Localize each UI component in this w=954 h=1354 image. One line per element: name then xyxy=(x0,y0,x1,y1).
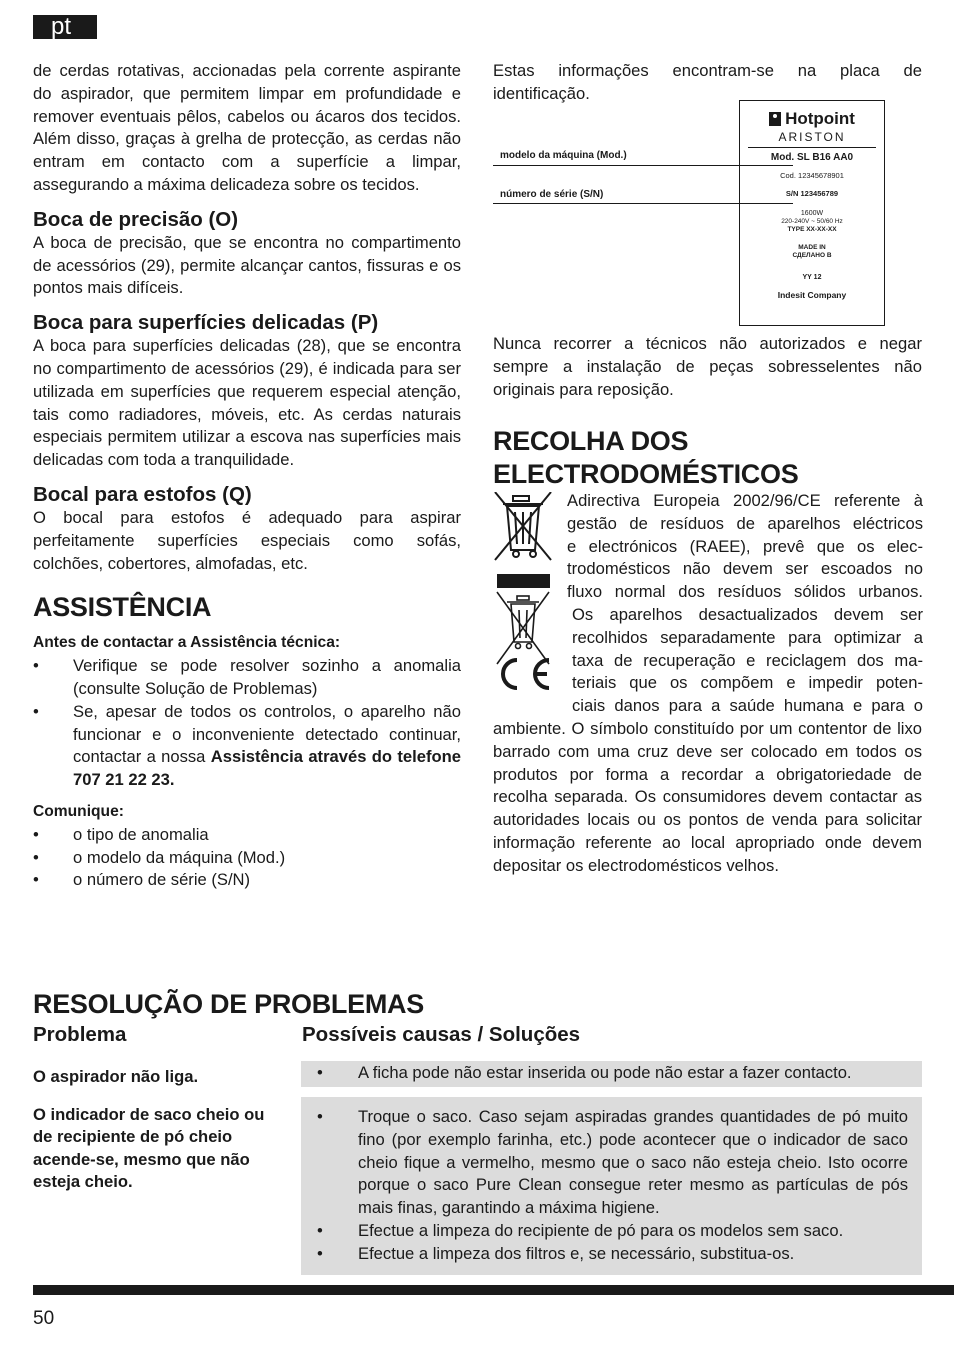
recolha-line: Os aparelhos desactualizados devem ser xyxy=(572,604,923,624)
problem-text: O aspirador não liga. xyxy=(33,1067,199,1086)
recolha-title-line2: ELECTRODOMÉSTICOS xyxy=(493,459,799,489)
assistance-item xyxy=(33,701,461,792)
assistance-item-text: Se, apesar de todos os controlos, o aparelho não funcionar e o inconveniente detectado continuar, contactar a nossa xyxy=(73,701,461,767)
solution-item: • Troque o saco. Caso sejam aspiradas grandes quantidades de pó muito fino (por exemplo farinha, etc.) pode acontecer que o indicador de saco cheio fique a vermelho, mesmo que o saco não esteja cheio. Isto ocorre porque o saco Pure Clean consegue reter mesmo as partículas de pós mais finas, garantindo a máxima higiene. xyxy=(301,1106,922,1220)
delicate-nozzle-text: A boca para superfícies delicadas (28), que se encontra no compartimento de acessórios (29), é indicada para ser utilizada em superfícies que requerem especial atenção, tais como radiadores, móveis, etc. As cerdas naturais especiais permitem utilizar a escova nas superfícies mais delicadas com toda a tranquilidade. xyxy=(33,336,461,470)
recolha-line: recolhidos separadamente para optimizar a xyxy=(572,627,923,647)
assistance-lead: Antes de contactar a Assistência técnica: xyxy=(33,634,341,652)
solution-list xyxy=(301,1062,922,1085)
plate-serial: S/N 123456789 xyxy=(785,189,839,198)
assistance-list xyxy=(33,655,461,792)
recolha-line: ciais danos para a saúde humana e para o xyxy=(572,696,923,716)
communicate-list xyxy=(33,824,461,892)
plate-label-serial: número de série (S/N) xyxy=(500,189,604,200)
recolha-title-line1: RECOLHA DOS xyxy=(493,426,689,456)
assistance-item xyxy=(33,655,461,701)
left-column xyxy=(33,60,461,892)
ce-mark-icon xyxy=(503,660,549,688)
troubleshooting-col-solutions: Possíveis causas / Soluções xyxy=(302,1023,581,1046)
problem-text: O indicador de saco cheio ou de recipiente de pó cheio acende-se, mesmo que não esteja cheio. xyxy=(33,1105,265,1192)
plate-power: 1600W xyxy=(800,210,824,217)
recolha-line: trodomésticos não devem ser escoados no xyxy=(567,559,923,579)
plate-company: Indesit Company xyxy=(777,290,847,300)
plate-type: TYPE XX-XX-XX xyxy=(787,226,837,233)
recolha-wrapped-lines xyxy=(567,490,923,718)
solution-item: • Efectue a limpeza dos filtros e, se necessário, substitua-os. xyxy=(301,1243,922,1266)
language-tab: pt xyxy=(33,15,97,39)
precision-nozzle-text: A boca de precisão, que se encontra no compartimento de acessórios (29), permite alcançar cantos, fissuras e os pontos mais difíceis. xyxy=(33,232,461,298)
solution-item: • Efectue a limpeza do recipiente de pó para os modelos sem saco. xyxy=(301,1220,922,1243)
plate-made-in-ru: СДЕЛАНО В xyxy=(792,252,832,259)
crossed-bin-icon xyxy=(495,492,551,560)
plate-made-in: MADE IN xyxy=(798,244,826,251)
recolha-line: teriais que os compõem e impedir poten- xyxy=(572,673,923,693)
solution-row xyxy=(301,1061,922,1087)
plate-brand-hotpoint: Hotpoint xyxy=(785,109,855,128)
communicate-item: • o tipo de anomalia xyxy=(33,824,461,847)
hotpoint-logo-icon xyxy=(769,112,781,126)
page-number: 50 xyxy=(33,1308,55,1329)
recolha-line: fluxo normal dos resíduos sólidos urbanos. xyxy=(567,582,923,602)
recolha-rest: ambiente. O símbolo constituído por um contentor de lixo barrado com uma cruz deve ser colocado em todos os produtos por forma a recordar a obrigatoriedade de recolha separada. Os consumidores devem contactar as autoridades locais ou os pontos de venda para solicitar informação referente ao local apropriado onde devem depositar os electrodomésticos velhos. xyxy=(493,719,922,875)
recolha-line: Adirectiva Europeia 2002/96/CE referente à xyxy=(567,491,923,510)
identification-info: Estas informações encontram-se na placa de identificação. xyxy=(493,61,922,103)
section-title-delicate-nozzle: Boca para superfícies delicadas (P) xyxy=(33,311,379,335)
solution-list xyxy=(301,1106,922,1266)
plate-divider xyxy=(748,147,876,148)
crossed-bin-small-icon xyxy=(497,592,549,664)
plate-voltage: 220-240V ~ 50/60 Hz xyxy=(781,218,843,225)
recolha-line: gestão de resíduos de aparelhos eléctricos xyxy=(567,513,923,533)
troubleshooting-col-problem: Problema xyxy=(33,1023,127,1046)
plate-label-model: modelo da máquina (Mod.) xyxy=(500,150,627,161)
communicate-item: • o modelo da máquina (Mod.) xyxy=(33,847,461,870)
assistance-phone: Assistência através do telefone 707 21 22 23. xyxy=(73,747,461,790)
communicate-lead: Comunique: xyxy=(33,802,124,820)
intro-paragraph: de cerdas rotativas, accionadas pela corrente aspirante do aspirador, que permitem limpar em profundidade e remover eventuais pêlos, cabelos ou ácaros dos tecidos. Além disso, graças à grelha de protecção, as cerdas não entram em contacto com a superfície a limpar, assegurando a máxima delicadeza sobre os tecidos. xyxy=(33,61,461,194)
recolha-line: taxa de recuperação e reciclagem dos ma- xyxy=(572,650,923,670)
troubleshooting-title: RESOLUÇÃO DE PROBLEMAS xyxy=(33,989,424,1019)
plate-brand-row xyxy=(740,109,884,129)
assistance-item-text: Verifique se pode resolver sozinho a anomalia (consulte Solução de Problemas) xyxy=(73,656,461,698)
plate-model: Mod. SL B16 AA0 xyxy=(770,152,854,163)
assistance-title: ASSISTÊNCIA xyxy=(33,592,212,623)
recolha-line: e electrónicos (RAEE), prevê que os elec- xyxy=(567,536,923,556)
section-title-precision-nozzle: Boca de precisão (O) xyxy=(33,207,239,231)
communicate-item: • o número de série (S/N) xyxy=(33,869,461,892)
plate-yy: YY 12 xyxy=(802,274,822,281)
weee-ce-icons xyxy=(493,492,555,692)
plate-brand-ariston: ARISTON xyxy=(778,130,846,144)
rating-plate xyxy=(739,100,885,326)
weee-black-bar-icon xyxy=(497,574,550,588)
footer-bar xyxy=(33,1285,954,1295)
section-title-upholstery-nozzle: Bocal para estofos (Q) xyxy=(33,482,252,506)
unauthorised-warning: Nunca recorrer a técnicos não autorizados e negar sempre a instalação de peças sobresselentes não originais para reposição. xyxy=(493,334,922,399)
plate-cod: Cod. 12345678901 xyxy=(780,171,844,180)
solution-item: • A ficha pode não estar inserida ou pode não estar a fazer contacto. xyxy=(301,1062,922,1085)
upholstery-nozzle-text: O bocal para estofos é adequado para aspirar perfeitamente superfícies especiais como sofás, colchões, cobertores, almofadas, etc. xyxy=(33,507,461,573)
solution-row xyxy=(301,1097,922,1275)
